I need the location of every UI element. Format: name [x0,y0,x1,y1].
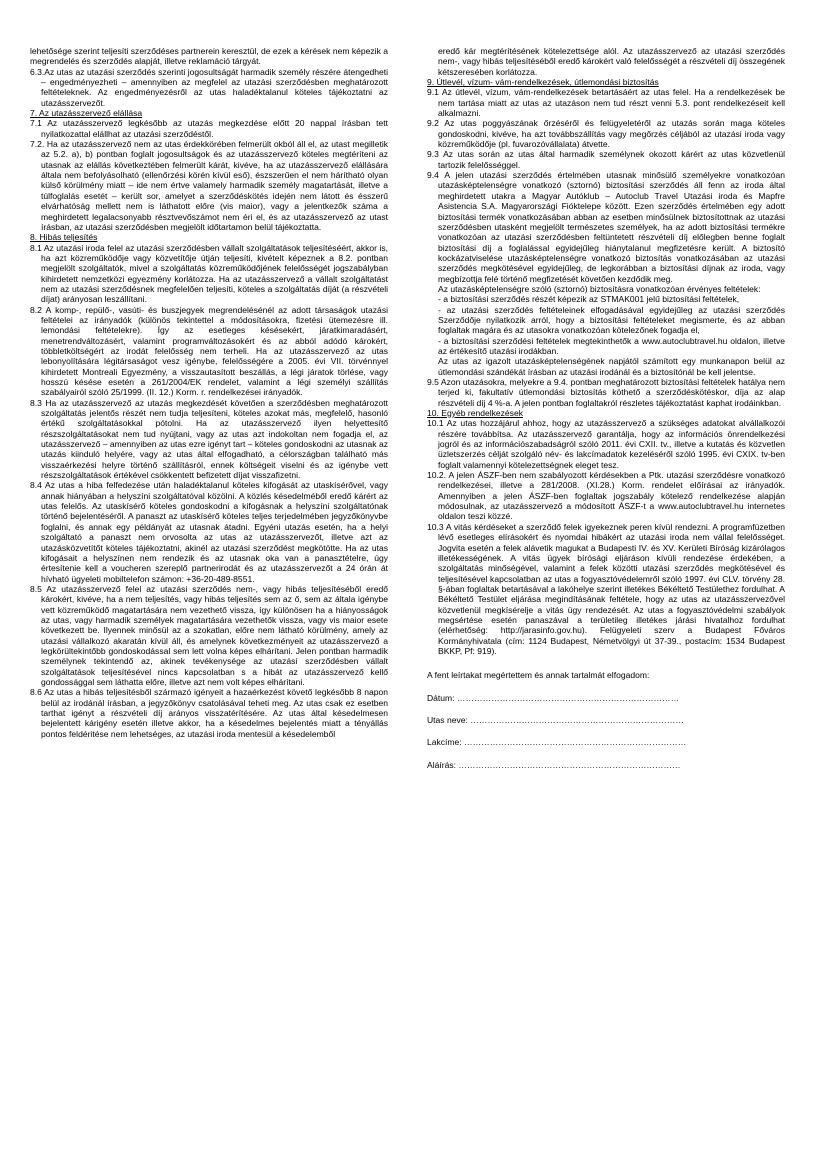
paragraph-6-3: 6.3.Az utas az utazási szerződés szerinti jogosultságát harmadik személy részére átengedheti – engedményezheti – amennyiben az megfelel az utazási szerződésben meghatározott feltételeknek. Az engedményezésről az utas haladéktalanul köteles tájékoztatni az utazásszervezőt. [30,66,388,108]
paragraph-9-4: 9.4 A jelen utazási szerződés értelmében utasnak minősülő személyekre vonatkozóan utazásképtelenségre vonatkozó (sztornó) biztosítási szerződés áll fenn az iroda által meghirdetett utakra a Magyar Autóklub – Autoclub Travel Utazási iroda és Mapfre Asistencia S.A. Magyarországi Fióktelepe között. Ezen szerződés értelmében egy adott biztosítási termék vonatkozásában abban az esetben minősülnek biztosítottnak az utazási szerződésben utasként megjelölt természetes személyek, ha az adott biztosítási termékre vonatkozóan az utazási szerződésben feltüntetett részvételi díj előlegben benne foglalt biztosítási díj a foglalással egyidejűleg hiánytalanul megfizetésre került. A biztosító kockázatviselése utazásképtelenségre vonatkozó biztosítás vonatkozásában az utazási szerződés megkötésével egyidejűleg, de legkorábban a biztosítási díjnak az iroda, vagy megbízottja felé történő megfizetését követően kezdődik meg. [427,170,785,284]
section-7-heading: 7. Az utazásszervező elállása [30,108,143,119]
paragraph-8-1: 8.1 Az utazási iroda felel az utazási szerződésben vállalt szolgáltatások teljesítéséért, akkor is, ha azt közreműködője vagy közvetítője útján teljesíti, kivételt képeznek a 8.2. pontban megjelölt szolgáltatók, mivel a szolgáltatás közreműködőjének felelősségét jogszabályban kihirdetett nemzetközi egyezmény korlátozza. Ha az utazásszervező a vállalt szolgáltatást nem az utazási szerződésnek megfelelően teljesíti, köteles a szolgáltatás díját (a részvételi díjat) arányosan leszállítani. [30,242,388,305]
date-line: Dátum: …………………………………………………………………… [427,692,680,703]
paragraph-8-4: 8.4 Az utas a hiba felfedezése után haladéktalanul köteles kifogását az utaskísérővel, vagy annak hiányában a helyszíni szolgáltatóval közölni. A közlés késedelméből eredő kárért az utas felelős. Az utaskísérő köteles gondoskodni a kifogásnak a helyszíni szolgáltatónak történő bejelentéséről. A panaszt az utaskísérő köteles teljes terjedelmében jegyzőkönyvbe foglalni, és annak egy példányát az utasnak átadni. Egyéni utazás esetén, ha a helyi szolgáltató a panaszt nem orvosolta az utas az utazásszervezőt, illetve azt az utazásközvetítőt köteles tájékoztatni, akinél az utazási szerződést megkötötte. Ha az utas kifogásait a helyszínen nem rendezik és az utasnak oka van a panasztételre, úgy értesítenie kell a voucheren szereplő partnerirodát és az utazásszervezőt a 24 órán át hívható ügyeleti mobiltelefon számon: +36-20-489-8551. [30,480,388,584]
paragraph-10-2[interactable]: 10.2. A jelen ÁSZF-ben nem szabályozott kérdésekben a Ptk. utazási szerződésre vonatkozó rendelkezései, illetve a 281/2008. (XI.28.) Korm. rendelet előírásai az irányadók. Amennyiben a jelen ÁSZF-ben foglaltak jogszabály kötelező rendelkezése alapján módosulnak, az utazásszervező a módosított ÁSZF-t a www.autoclubtravel.hu internetes oldalon teszi közzé. [427,470,785,522]
paragraph-8-6: 8.6 Az utas a hibás teljesítésből származó igényeit a hazaérkezést követő legkésőbb 8 napon belül az irodánál írásban, a jegyzőkönyv csatolásával teheti meg. Az utas csak ez esetben tarthat igényt a részvételi díj arányos visszatérítésére. Az utas által késedelmesen bejelentett kárigény esetén illetve akkor, ha a késedelmes bejelentés miatt a tényállás pontos feldéritése nem lehetséges, az utazási iroda mentesül a késedelemből [30,687,388,739]
paragraph-10-3[interactable]: 10.3 A vitás kérdéseket a szerződő felek igyekeznek peren kívül rendezni. A programfüzetben lévő esetleges elírásokért és nyomdai hibákért az utazási iroda nem vállal felelősséget. Jogvita esetén a felek alávetik magukat a Budapesti IV. és XV. Kerületi Bíróság kizárólagos illetékességének. A vitás ügyek bírósági eljáráson kívüli rendezése érdekében, a szolgáltatás minőségével, valamint a felek közötti utazási szerződés megkötésével és teljesítésével kapcsolatban az utas a fogyasztóvédelemről szóló 1997. évi CLV. törvény 28. §-ában foglaltak betartásával a lakóhelye szerint illetékes Békéltető Testülethez fordulhat. A Békéltető Testület eljárása megindításának feltétele, hogy az utas az utazásszervezővel közvetlenül megkísérelje a vitás ügy rendezését. Az utas a fogyasztóvédelmi szabályok megsértése esetén panaszával a területileg illetékes járási hivatalhoz fordulhat (elérhetőség: http://jarasinfo.gov.hu). Felügyeleti szerv a Budapest Főváros Kormányhivatala (cím: 1124 Budapest, Németvölgyi út 37-39., postacím: 1534 Budapest BKKP, Pf: 919). [427,521,785,656]
paragraph-9-4-item-2: - az utazási szerződés feltételeinek elfogadásával egyidejűleg az utazási szerződés Szerződője nyilatkozik arról, hogy a biztosítási feltételeket megismerte, és az abban foglaltak magára és az utasokra vonatkozóan kötelezőnek fogadja el, [438,304,785,336]
left-column [30,46,388,739]
signature-line: Aláírás: …………………………………………………………………… [427,759,681,770]
section-10-heading: 10. Egyéb rendelkezések [427,408,523,419]
signature-block [427,670,785,770]
paragraph-7-1: 7.1 Az utazásszervező legkésőbb az utazás megkezdése előtt 20 nappal írásban tett nyilatkozattal elállhat az utazási szerződéstől. [30,118,388,139]
paragraph-9-4-notice: Az utas az igazolt utazásképtelenségének napjától számított egy munkanapon belül az útlemondási szándékát írásban az utazási irodánál és a biztosítónál be kell jelentse. [438,356,785,377]
paragraph-8-3: 8.3 Ha az utazásszervező az utazás megkezdését követően a szerződésben meghatározott szolgáltatás jelentős részét nem tudja teljesíteni, köteles azokat más, megfelelő, hasonló értékű szolgáltatásokkal pótolni. Ha az utazásszervező ilyen helyettesítő részszolgáltatásokat nem tud nyújtani, vagy az utas azt indokoltan nem fogadja el, az utazásszervező – amennyiben az utas ezre igényt tart – köteles gondoskodni az utasnak az utazás kiinduló helyére, vagy az utas által elfogadható, a célországban található más visszaérkezési helyre történő szállításról, ennek költségeit viselni és az igénybe vett részszolgáltatások értékével csökkentett befizetett díjat visszafizetni. [30,397,388,481]
paragraph-9-4-conditions: Az utazásképtelenségre szóló (sztornó) biztosításra vonatkozóan érvényes feltételek: [438,283,761,294]
paragraph-9-1: 9.1 Az útlevél, vízum, vám-rendelkezések betartásáért az utas felel. Ha a rendelkezések be nem tartása miatt az utas az utazáson nem tud részt venni 5.3. pont rendelkezéseit kell alkalmazni. [427,87,785,119]
traveler-name-line: Utas neve: ………………………………………………………………… [427,714,684,725]
address-line: Lakcíme: …………………………………………………………………… [427,737,687,748]
section-8-heading: 8. Hibás teljesítés [30,232,98,243]
acceptance-statement: A fent leírtakat megértettem és annak tartalmát elfogadom: [427,670,650,681]
paragraph-9-4-item-1: - a biztosítási szerződés részét képezik az STMAK001 jelű biztosítási feltételek, [438,294,740,305]
paragraph-9-4-item-3[interactable]: - a biztosítási szerződési feltételek megtekinthetők a www.autoclubtravel.hu oldalon, illetve az értékesítő utazási irodákban. [438,335,785,356]
paragraph-10-1: 10.1 Az utas hozzájárul ahhoz, hogy az utazásszervező a szükséges adatokat alvállalkozói részére továbbítsa. Az utazásszervező garantálja, hogy az információs önrendelkezési jogról és az információszabadságról szóló 2011. évi CXII. tv., illetve a kutatás és közvetlen üzletszerzés célját szolgáló név- és lakcímadatok kezeléséről szóló 1995. évi CXIX. tv-ben foglalt valamennyi kötelezettségnek eleget tesz. [427,418,785,470]
paragraph-9-5: 9.5 Azon utazásokra, melyekre a 9.4. pontban meghatározott biztosítási feltételek hatálya nem terjed ki, fakultatív útlemondási biztosítás köthető a szerződéskötéskor, díja az alap részvételi díj 4 %-a. A jelen pontban foglaltakról részletes tájékoztatást kaphat irodáinkban. [427,377,785,408]
paragraph-8-5: 8.5 Az utazásszervező felel az utazási szerződés nem-, vagy hibás teljesítéséből eredő károkért, kivéve, ha a nem teljesítés, vagy hibás teljesítés sem az ő, sem az általa igénybe vett közreműködő magatartására nem vezethető vissza, így különösen ha a hiányosságok az utas, vagy harmadik személyek magatartására vezethetők vissza, vagy vis maior esete következett be. Ilyennek minősül az a szokatlan, előre nem látható körülmény, amely az utazási vállalkozó akaratán kívül áll, és amelynek következményeit az utazásszervező a legkörültekintőbb gondoskodással sem lett volna képes elhárítani. Jelen pontban harmadik személynek tekintendő az, akinek tevékenysége az utazási szerződésben vállalt szolgáltatások teljesítésével nincs kapcsolatban s a hibát az utazásszervező kellő gondossággal sem láthatta előre, illetve azt nem volt képes elhárítani. [30,583,388,687]
paragraph-9-2: 9.2 Az utas poggyászának őrzéséről és felügyeletéről az utazás során maga köteles gondoskodni, kivéve, ha azt továbbszállítás vagy megőrzés céljából az utazási iroda vagy közreműködője (pl. fuvarozóvállalata) átvette. [427,118,785,150]
paragraph-8-2: 8.2 A komp-, repülő-, vasúti- és buszjegyek megrendelésénél az adott társaságok utazási feltételei az irányadók (különös tekintettel a módosításokra, fizetési ütemezésre ill. lemondási feltételekre). Így az esetleges késésekért, járatkimaradásért, menetrendváltozásért, valamint programváltozásokért és az abból adódó károkért, többletköltségért az irodát felelősség nem terheli. Ha az utazásszervező az utas lebonyolítására légitársaságot vesz igénybe, felelősségére a 2005. évi VII. törvénnyel kihirdetett Montreali Egyezmény, a visszautasított beszállás, a légi járatok törlése, vagy hosszú késése esetén a 261/2004/EK rendelet, valamint a légi személyi szállítás szabályairól szóló 25/1999. (II. 12.) Korm. r. rendelkezései irányadók. [30,304,388,398]
paragraph-7-2: 7.2. Ha az utazásszervező nem az utas érdekkörében felmerült okból áll el, az utast megilletik az 5.2. a), b) pontban foglalt jogosultságok és az utazásszervező köteles megtéríteni az utasnak az elállás következtében felmerült kárát, kivéve, ha az utazásszervező elállására általa nem befolyásolható (ellenőrzési körén kívül eső), észszerűen el nem hárítható olyan külső körülmény miatt – ide nem értve valamely harmadik személy magatartását, illetve a túlfoglalás esetét – került sor, amelyet a szerződéskötés idején nem látott és ésszerű elvárhatóság mellett nem is láthatott előre (vis maior), vagy a jelentkezők száma a meghirdetett legalacsonyabb résztvevőszámot nem éri el, és az utazásszervező az utast írásban, az utazási szerződésben megjelölt időtartamon belül tájékoztatta. [30,139,388,232]
paragraph-6-2-cont: lehetősége szerint teljesíti szerződéses partnerein keresztül, de ezek a kérések nem képezik a megrendelés és szerződés alapját, illetve reklamáció tárgyát. [30,46,388,67]
section-9-heading: 9. Útlevél, vízum- vám-rendelkezések, útlemondási biztosítás [427,77,659,88]
paragraph-9-3: 9.3 Az utas során az utas által harmadik személynek okozott kárért az utas közvetlenül tartozik felelősséggel. [427,149,785,170]
paragraph-8-6-cont: eredő kár megtérítésének kötelezettsége alól. Az utazásszervező az utazási szerződés nem-, vagy hibás teljesítéséből eredő károkért való felelősségét a részvételi díj összegének kétszeresében korlátozza. [438,46,785,77]
right-column [427,46,785,770]
